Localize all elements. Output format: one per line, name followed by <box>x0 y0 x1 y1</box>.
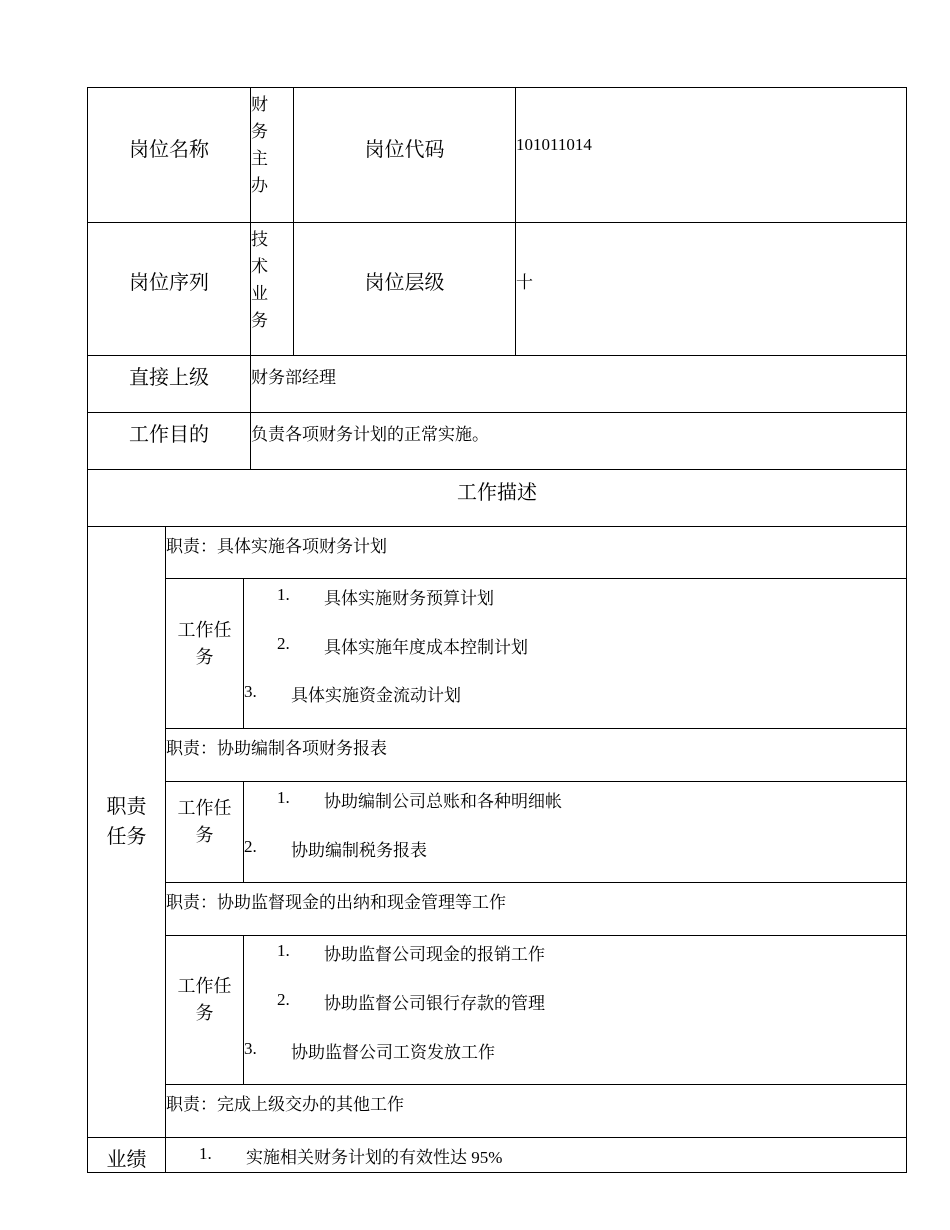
supervisor-label: 直接上级 <box>129 367 209 389</box>
duty-title: 职责：具体实施各项财务计划 <box>166 537 387 556</box>
task-item: 协助监督公司工资发放工作 <box>291 1043 495 1062</box>
task-number: 2. <box>277 990 290 1009</box>
task-number: 1. <box>277 788 290 807</box>
task-label: 工作任 务 <box>177 976 232 1023</box>
description-title: 工作描述 <box>457 482 537 504</box>
purpose-value: 负责各项财务计划的正常实施。 <box>251 425 489 444</box>
position-code-label: 岗位代码 <box>364 139 445 161</box>
task-item: 具体实施资金流动计划 <box>291 686 461 705</box>
task-item: 协助监督公司现金的报销工作 <box>324 945 545 964</box>
position-level-value: 十 <box>516 273 533 292</box>
task-number: 2. <box>277 634 290 653</box>
position-series-value: 技 术 业 务 <box>251 230 268 330</box>
performance-number: 1. <box>199 1144 212 1163</box>
purpose-label: 工作目的 <box>129 424 209 446</box>
position-name-label: 岗位名称 <box>129 139 209 161</box>
position-level-label: 岗位层级 <box>364 272 445 294</box>
supervisor-value: 财务部经理 <box>251 368 336 387</box>
task-item: 具体实施年度成本控制计划 <box>324 638 528 657</box>
duties-label-full: 职 <box>88 527 89 528</box>
position-code-value: 101011014 <box>516 135 592 154</box>
duty-title: 职责：协助监督现金的出纳和现金管理等工作 <box>166 893 506 912</box>
task-item: 具体实施财务预算计划 <box>324 589 494 608</box>
task-number: 1. <box>277 941 290 960</box>
duty-title: 职责：协助编制各项财务报表 <box>166 739 387 758</box>
position-name-value: 财 务 主 办 <box>251 95 268 195</box>
duty-title: 职责：完成上级交办的其他工作 <box>166 1095 404 1114</box>
task-item: 协助编制税务报表 <box>291 841 427 860</box>
task-number: 2. <box>244 837 257 856</box>
task-number: 3. <box>244 682 257 701</box>
task-number: 1. <box>277 585 290 604</box>
duties-label: 职责 任务 <box>106 796 147 848</box>
performance-label: 业绩 <box>106 1149 147 1171</box>
task-item: 协助监督公司银行存款的管理 <box>324 994 545 1013</box>
position-series-label: 岗位序列 <box>129 272 209 294</box>
performance-item: 实施相关财务计划的有效性达 95% <box>246 1148 503 1167</box>
task-label: 工作任 务 <box>177 620 232 667</box>
task-label: 工作任 务 <box>177 798 232 845</box>
task-number: 3. <box>244 1039 257 1058</box>
task-item: 协助编制公司总账和各种明细帐 <box>324 792 562 811</box>
